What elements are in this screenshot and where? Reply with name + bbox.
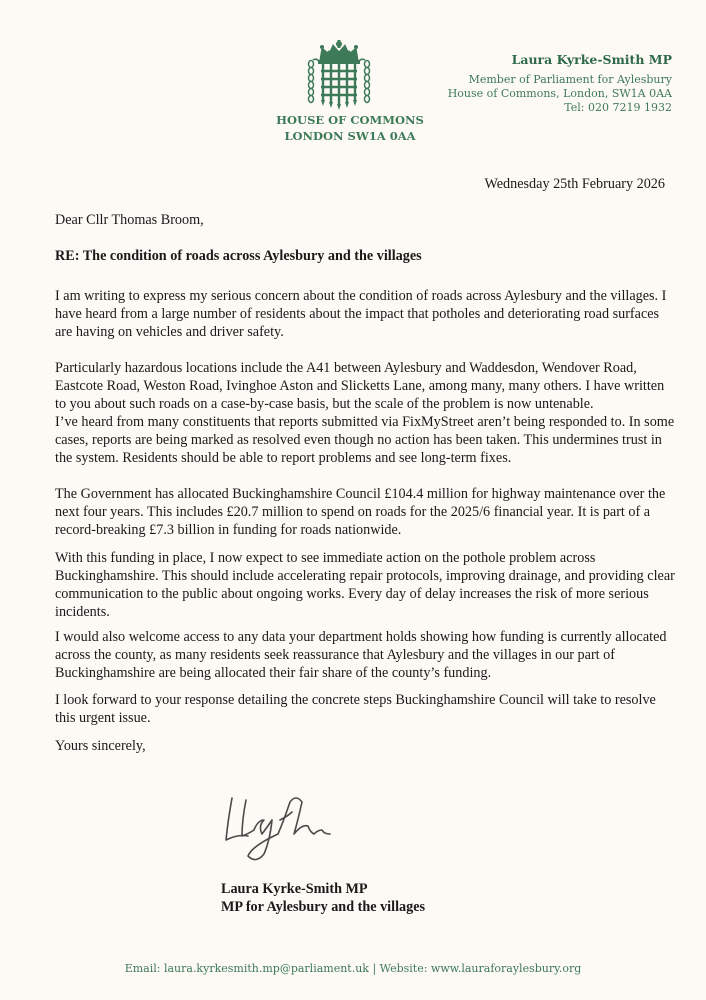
body-paragraph (55, 485, 675, 539)
mp-role: Member of Parliament for Aylesbury (468, 73, 672, 86)
institution-address: LONDON SW1A 0AA (284, 129, 416, 143)
mp-name: Laura Kyrke-Smith MP (511, 52, 672, 67)
footer-contact: Email: laura.kyrkesmith.mp@parliament.uk | Website: www.lauraforaylesbury.org (124, 962, 582, 975)
body-paragraph (55, 628, 675, 682)
subject-line: RE: The condition of roads across Aylesbury and the villages (55, 248, 422, 264)
institution-name: HOUSE OF COMMONS (276, 113, 424, 127)
signer-name: Laura Kyrke-Smith MP (221, 881, 368, 897)
signer-title: MP for Aylesbury and the villages (221, 899, 426, 915)
body-paragraph (55, 359, 675, 413)
mp-contact-block (448, 52, 672, 115)
body-paragraph (55, 413, 675, 467)
paragraph-text: I look forward to your response detailing the concrete steps Buckinghamshire Council will take to resolve this urgent issue. (55, 692, 656, 726)
mp-telephone: Tel: 020 7219 1932 (564, 101, 672, 114)
body-paragraph (55, 691, 675, 727)
paragraph-text: I’ve heard from many constituents that reports submitted via FixMyStreet aren’t being responded to. In some cases, reports are being marked as resolved even though no action has been taken. This undermines trust in the system. Residents should be able to report problems and see long-term fixes. (55, 414, 675, 466)
letter-date: Wednesday 25th February 2026 (484, 176, 665, 192)
body-paragraph (55, 549, 675, 621)
institution-block (262, 112, 438, 144)
paragraph-text: I would also welcome access to any data your department holds showing how funding is currently allocated across the county, as many residents seek reassurance that Aylesbury and the villages in our part of Buckinghamshire are being allocated their fair share of the county’s funding. (55, 629, 667, 681)
paragraph-text: The Government has allocated Buckinghamshire Council £104.4 million for highway maintenance over the next four years. This includes £20.7 million to spend on roads for the 2025/6 financial year. It is part of a record-breaking £7.3 billion in funding for roads nationwide. (55, 486, 666, 538)
mp-address: House of Commons, London, SW1A 0AA (447, 87, 672, 100)
paragraph-text: I am writing to express my serious concern about the condition of roads across Aylesbury and the villages. I have heard from a large number of residents about the impact that potholes and deteriorating road surfaces are having on vehicles and driver safety. (55, 288, 667, 340)
closing: Yours sincerely, (55, 738, 146, 754)
body-paragraph (55, 287, 675, 341)
signature-icon (218, 790, 368, 870)
paragraph-text: Particularly hazardous locations include the A41 between Aylesbury and Waddesdon, Wendover Road, Eastcote Road, Weston Road, Ivinghoe Aston and Slicketts Lane, among many, many others. I have written to you about such roads on a case-by-case basis, but the scale of the problem is now untenable. (55, 360, 665, 412)
paragraph-text: With this funding in place, I now expect to see immediate action on the pothole problem across Buckinghamshire. This should include accelerating repair protocols, improving drainage, and providing clear communication to the public about ongoing works. Every day of delay increases the risk of more serious incidents. (55, 550, 675, 620)
signer-block (221, 880, 425, 916)
portcullis-crown-icon (302, 40, 376, 112)
salutation: Dear Cllr Thomas Broom, (55, 212, 204, 228)
